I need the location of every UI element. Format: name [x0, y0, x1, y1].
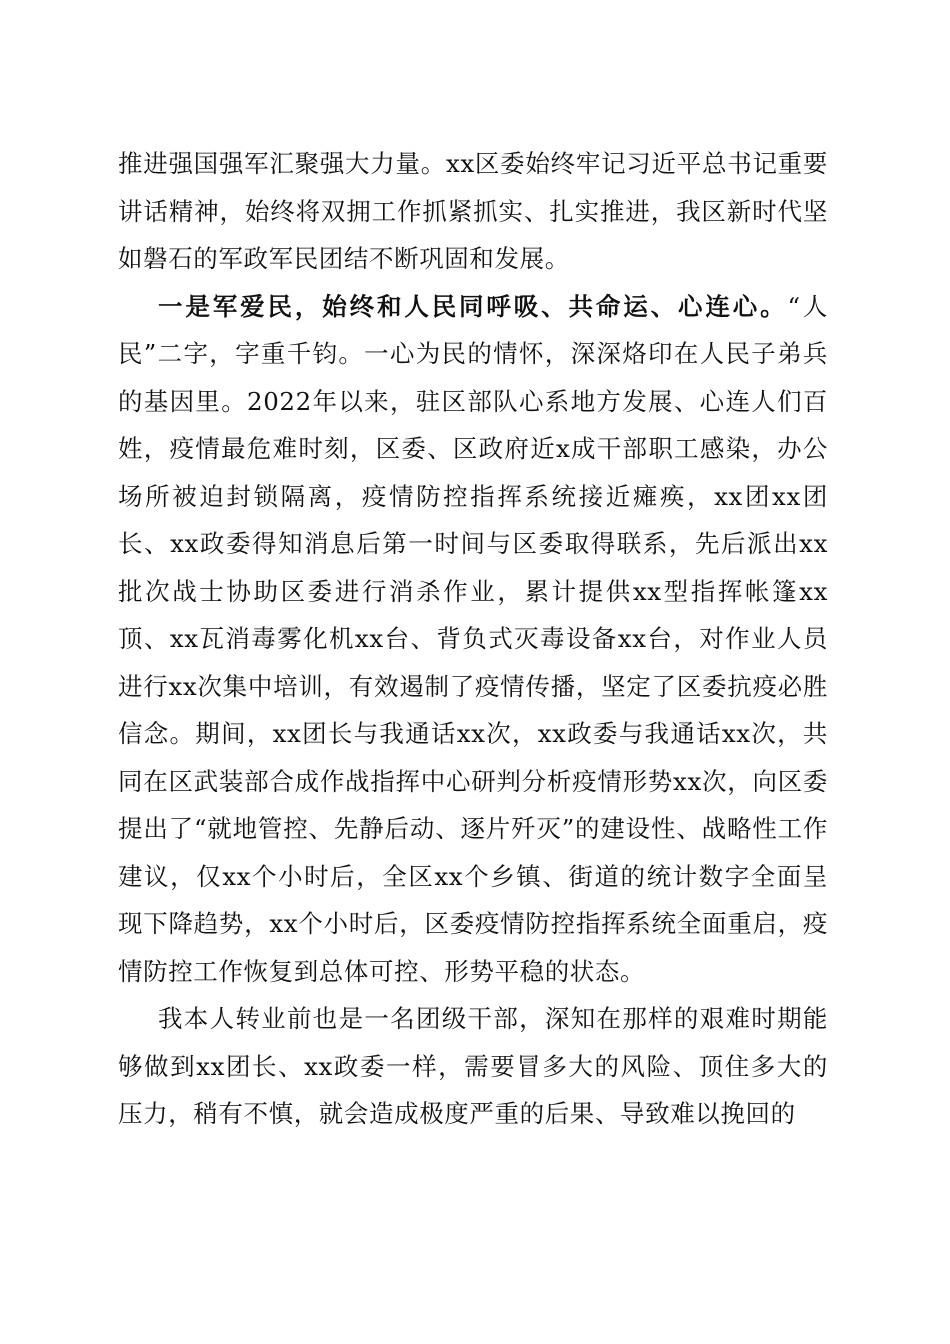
paragraph-2-text: “人民”二字，字重千钧。一心为民的情怀，深深烙印在人民子弟兵的基因里。2022年以来，驻区部队心系地方发展、心连人们百姓，疫情最危难时刻，区委、区政府近x成干部职工感染，办公场所被迫封锁隔离，疫情防控指挥系统接近瘫痪，xx团xx团长、xx政委得知消息后第一时间与区委取得联系，先后派出xx批次战士协助区委进行消杀作业，累计提供xx型指挥帐篷xx顶、xx瓦消毒雾化机xx台、背负式灭毒设备xx台，对作业人员进行xx次集中培训，有效遏制了疫情传播，坚定了区委抗疫必胜信念。期间，xx团长与我通话xx次，xx政委与我通话xx次，共同在区武装部合成作战指挥中心研判分析疫情形势xx次，向区委提出了“就地管控、先静后动、逐片歼灭”的建设性、战略性工作建议，仅xx个小时后，全区xx个乡镇、街道的统计数字全面呈现下降趋势，xx个小时后，区委疫情防控指挥系统全面重启，疫情防控工作恢复到总体可控、形势平稳的状态。 [118, 291, 828, 986]
document-body [118, 140, 828, 1138]
paragraph-3-text: 我本人转业前也是一名团级干部，深知在那样的艰难时期能够做到xx团长、xx政委一样，需要冒多大的风险、顶住多大的压力，稍有不慎，就会造成极度严重的后果、导致难以挽回的 [118, 1004, 828, 1128]
paragraph-2 [118, 283, 828, 996]
paragraph-1-text: 推进强国强军汇聚强大力量。xx区委始终牢记习近平总书记重要讲话精神，始终将双拥工作抓紧抓实、扎实推进，我区新时代坚如磐石的军政军民团结不断巩固和发展。 [118, 149, 828, 273]
paragraph-3 [118, 995, 828, 1138]
paragraph-2-lead-sentence: 一是军爱民，始终和人民同呼吸、共命运、心连心。 [158, 291, 788, 321]
paragraph-1 [118, 140, 828, 283]
